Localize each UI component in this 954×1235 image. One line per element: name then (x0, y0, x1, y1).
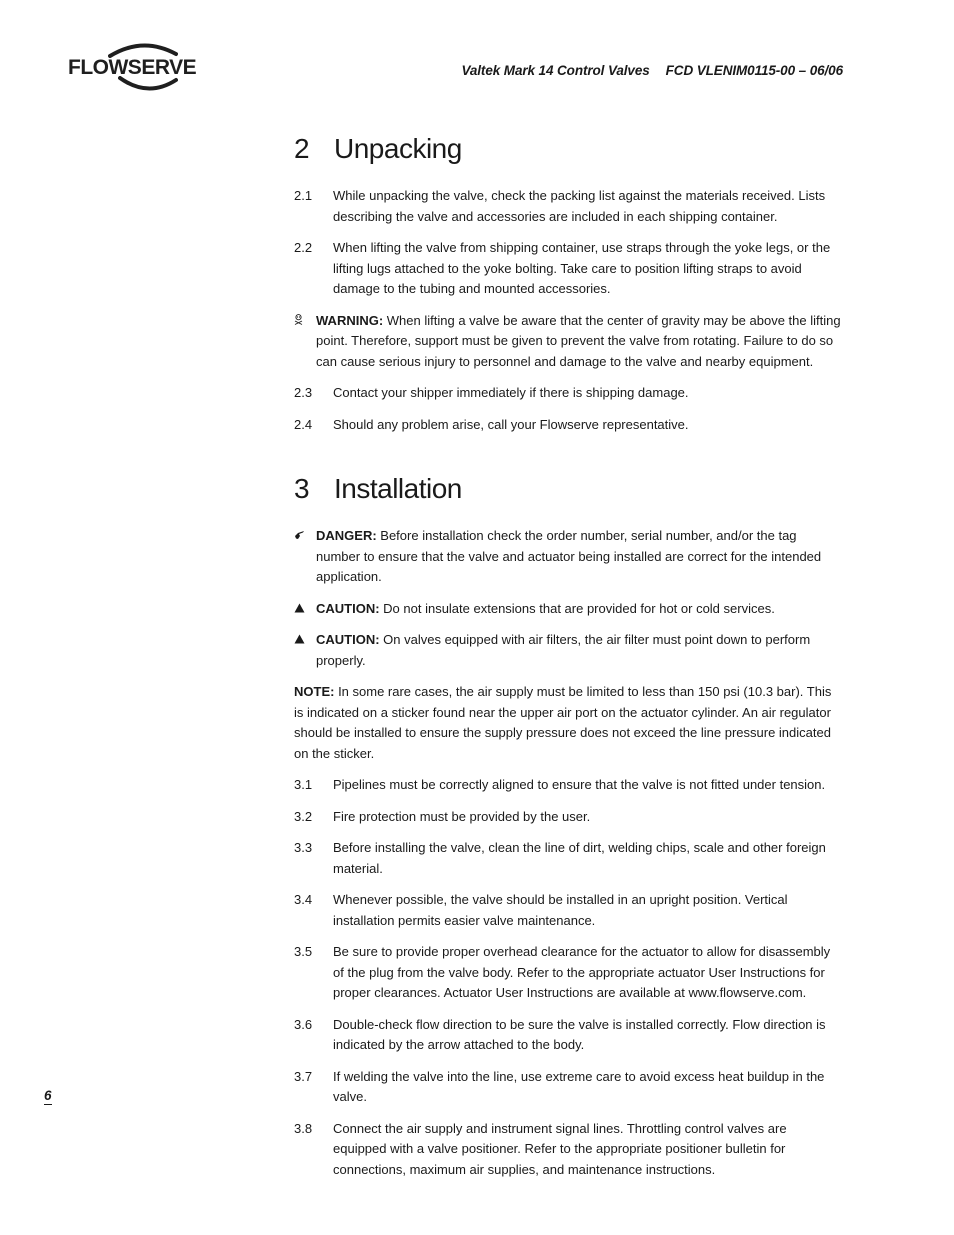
item-text: Connect the air supply and instrument signal lines. Throttling control valves are equipped with a valve positioner. Refer to the appropriate positioner bulletin for connections, maximum air supplies, and maintenance instructions. (333, 1120, 787, 1177)
danger-notice (294, 526, 842, 588)
note-text: In some rare cases, the air supply must be limited to less than 150 psi (10.3 bar). This is indicated on a sticker found near the upper air port on the actuator cylinder. An air regulator should be installed to ensure the supply pressure does not exceed the line pressure indicated on the sticker. (294, 684, 832, 761)
section-title: Unpacking (334, 133, 462, 164)
item-number: 2.3 (294, 385, 313, 400)
item-number: 3.4 (294, 892, 313, 907)
logo-text: FLOWSERVE (68, 56, 197, 79)
caution-notice (294, 599, 842, 620)
item-text: Contact your shipper immediately if there is shipping damage. (333, 385, 689, 400)
item-text: While unpacking the valve, check the packing list against the materials received. Lists describing the valve and accessories are included in each shipping container. (333, 188, 826, 224)
item-number: 2.1 (294, 188, 313, 203)
list-item (294, 1119, 842, 1181)
warning-text: When lifting a valve be aware that the center of gravity may be above the lifting point. Therefore, support must be given to prevent the valve from rotating. Failure to do so can cause serious injury to personnel and damage to the valve and nearby equipment. (316, 312, 841, 369)
caution-text: Do not insulate extensions that are provided for hot or cold services. (379, 600, 775, 616)
document-code: FCD VLENIM0115-00 – 06/06 (665, 63, 843, 78)
list-item (294, 415, 842, 436)
triangle-warning-icon (294, 630, 316, 671)
list-item (294, 890, 842, 931)
danger-text: Before installation check the order number, serial number, and/or the tag number to ensure that the valve and actuator being installed are correct for the intended application. (316, 528, 822, 584)
item-number: 2.4 (294, 416, 313, 432)
caution-label: CAUTION: (316, 632, 380, 647)
item-text: When lifting the valve from shipping container, use straps through the yoke legs, or the lifting lugs attached to the yoke bolting. Take care to position lifting straps to avoid damage to the tubing and mounted accessories. (333, 240, 831, 296)
item-number: 2.2 (294, 240, 313, 255)
note-paragraph (294, 682, 842, 764)
main-content (294, 130, 842, 1191)
item-number: 3.6 (294, 1016, 313, 1032)
document-header (461, 63, 843, 78)
list-item (294, 383, 842, 404)
caution-label: CAUTION: (316, 600, 380, 616)
list-item (294, 838, 842, 879)
caution-notice (294, 630, 842, 671)
section-number: 3 (294, 473, 310, 504)
item-text: Pipelines must be correctly aligned to ensure that the valve is not fitted under tension. (333, 777, 826, 792)
section-heading-installation (294, 470, 842, 510)
note-label: NOTE: (294, 684, 335, 699)
item-number: 3.1 (294, 777, 313, 792)
hand-pointer-icon (294, 526, 316, 588)
page-number: 6 (44, 1088, 52, 1103)
item-text: Should any problem arise, call your Flowserve representative. (333, 416, 689, 432)
item-text: Double-check flow direction to be sure the valve is installed correctly. Flow direction is indicated by the arrow attached to the body. (333, 1016, 826, 1052)
danger-label: DANGER: (316, 528, 377, 543)
section-heading-unpacking (294, 130, 842, 170)
list-item (294, 186, 842, 227)
logo-arc-bottom-icon (118, 76, 178, 94)
document-title: Valtek Mark 14 Control Valves (461, 63, 650, 78)
flowserve-logo (68, 42, 208, 98)
item-text: Be sure to provide proper overhead clearance for the actuator to allow for disassembly of the plug from the valve body. Refer to the appropriate actuator User Instructions for proper clearances. Actuator User Instructions are available at www.flowserve.com. (333, 944, 831, 1000)
item-number: 3.8 (294, 1120, 313, 1136)
item-text: Fire protection must be provided by the user. (333, 808, 591, 824)
section-title: Installation (334, 473, 462, 504)
item-text: Whenever possible, the valve should be installed in an upright position. Vertical installation permits easier valve maintenance. (333, 892, 788, 928)
skull-crossbones-icon (294, 311, 316, 373)
item-number: 3.7 (294, 1068, 313, 1084)
list-item (294, 238, 842, 300)
section-number: 2 (294, 133, 310, 164)
item-text: Before installing the valve, clean the line of dirt, welding chips, scale and other foreign material. (333, 840, 826, 876)
warning-notice (294, 311, 842, 373)
list-item (294, 1067, 842, 1108)
triangle-warning-icon (294, 599, 316, 620)
warning-label: WARNING: (316, 312, 384, 328)
list-item (294, 942, 842, 1004)
caution-text: On valves equipped with air filters, the air filter must point down to perform properly. (316, 632, 811, 668)
item-number: 3.2 (294, 808, 313, 824)
list-item (294, 807, 842, 828)
item-number: 3.5 (294, 944, 313, 959)
list-item (294, 775, 842, 796)
item-text: If welding the valve into the line, use extreme care to avoid excess heat buildup in the valve. (333, 1068, 825, 1104)
list-item (294, 1015, 842, 1056)
item-number: 3.3 (294, 840, 313, 855)
